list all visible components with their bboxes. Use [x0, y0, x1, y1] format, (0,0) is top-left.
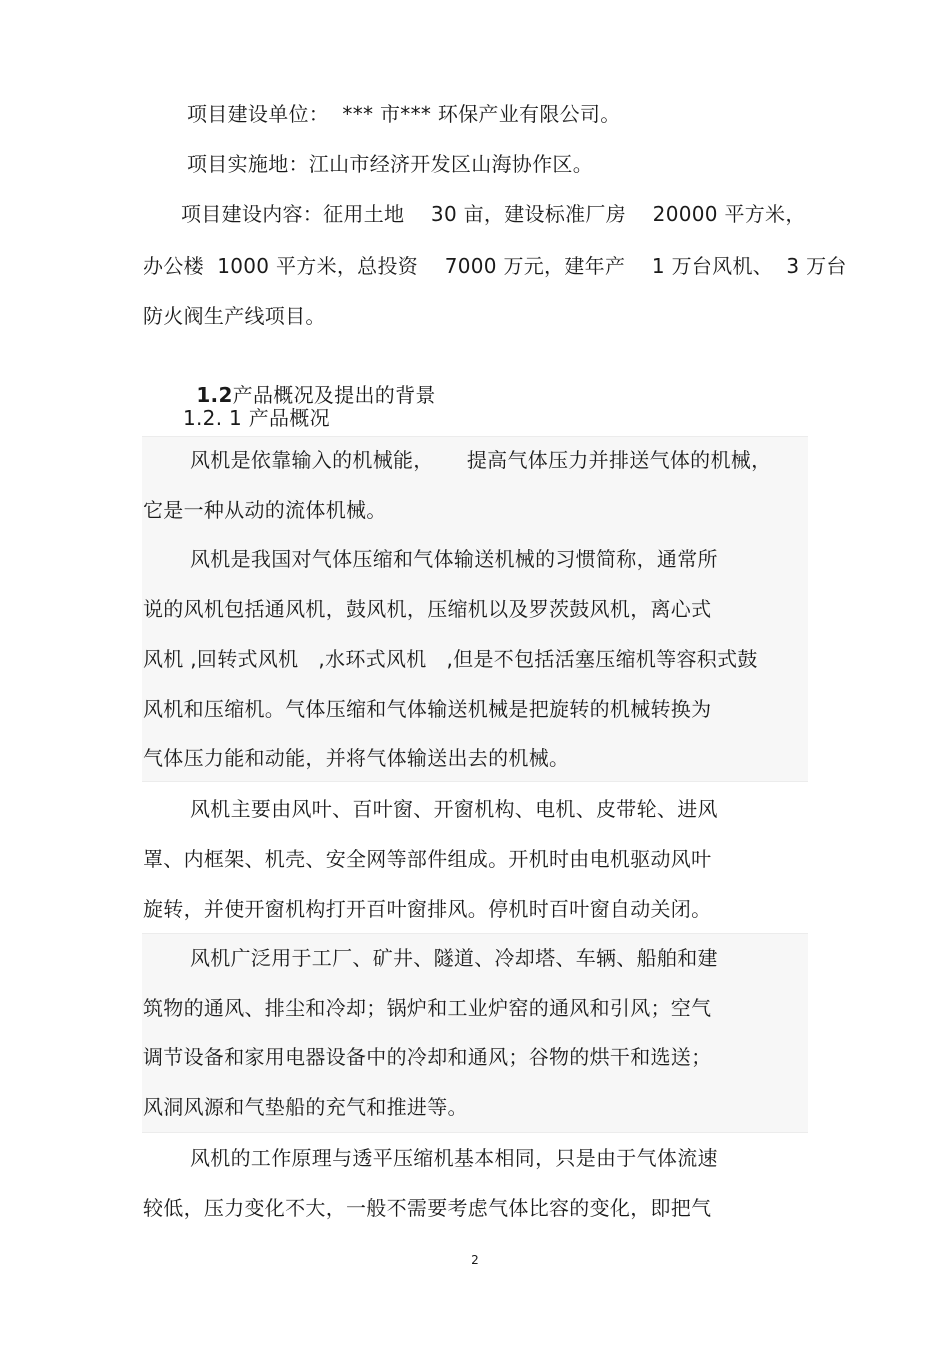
paragraph-4-line-1: 风机广泛用于工厂、矿井、隧道、冷却塔、车辆、船舶和建 — [190, 946, 718, 970]
section-heading-1-2 — [183, 356, 436, 408]
paragraph-2-line-4: 风机和压缩机。气体压缩和气体输送机械是把旋转的机械转换为 — [143, 697, 712, 721]
paragraph-2-line-3: 风机 ,回转式风机 ,水环式风机 ,但是不包括活塞压缩机等容积式鼓 — [143, 647, 758, 671]
page-number: 2 — [471, 1253, 479, 1267]
paragraph-2-line-5: 气体压力能和动能，并将气体输送出去的机械。 — [143, 746, 570, 770]
section-title: 产品概况及提出的背景 — [232, 383, 436, 407]
project-content-line-2: 办公楼 1000 平方米，总投资 7000 万元，建年产 1 万台风机、 3 万台 — [143, 254, 847, 278]
project-site-line: 项目实施地：江山市经济开发区山海协作区。 — [187, 152, 593, 176]
paragraph-1-line-2: 它是一种从动的流体机械。 — [143, 498, 387, 522]
paragraph-1-line-1: 风机是依靠输入的机械能， 提高气体压力并排送气体的机械， — [190, 448, 772, 472]
section-number: 1.2 — [196, 383, 233, 407]
paragraph-2-line-2: 说的风机包括通风机，鼓风机，压缩机以及罗茨鼓风机，离心式 — [143, 597, 712, 621]
project-content-line-3: 防火阀生产线项目。 — [143, 304, 326, 328]
paragraph-5-line-2: 较低，压力变化不大，一般不需要考虑气体比容的变化，即把气 — [143, 1196, 712, 1220]
paragraph-3-line-1: 风机主要由风叶、百叶窗、开窗机构、电机、皮带轮、进风 — [190, 797, 718, 821]
section-heading-1-2-1: 1.2. 1 产品概况 — [183, 406, 330, 430]
paragraph-5-line-1: 风机的工作原理与透平压缩机基本相同，只是由于气体流速 — [190, 1146, 718, 1170]
project-unit-line: 项目建设单位： *** 市*** 环保产业有限公司。 — [187, 102, 621, 126]
paragraph-4-line-2: 筑物的通风、排尘和冷却；锅炉和工业炉窑的通风和引风；空气 — [143, 996, 712, 1020]
paragraph-3-line-2: 罩、内框架、机壳、安全网等部件组成。开机时由电机驱动风叶 — [143, 847, 712, 871]
paragraph-2-line-1: 风机是我国对气体压缩和气体输送机械的习惯简称，通常所 — [190, 547, 718, 571]
paragraph-4-line-3: 调节设备和家用电器设备中的冷却和通风；谷物的烘干和选送； — [143, 1045, 712, 1069]
paragraph-3-line-3: 旋转，并使开窗机构打开百叶窗排风。停机时百叶窗自动关闭。 — [143, 897, 712, 921]
paragraph-4-line-4: 风洞风源和气垫船的充气和推进等。 — [143, 1095, 468, 1119]
project-content-line-1: 项目建设内容：征用土地 30 亩，建设标准厂房 20000 平方米， — [181, 202, 806, 226]
